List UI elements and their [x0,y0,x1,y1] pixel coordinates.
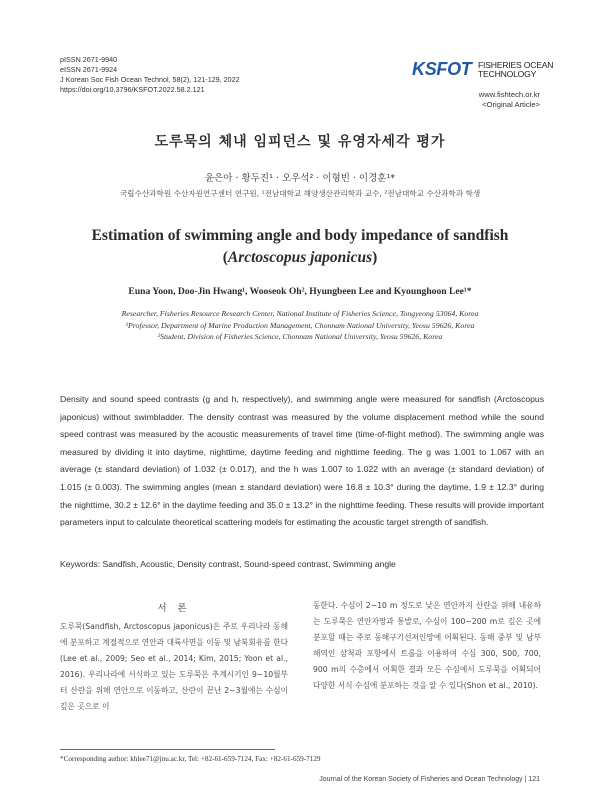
journal-website[interactable]: www.fishtech.or.kr [478,90,540,99]
species-name: Arctoscopus japonicus [227,249,373,266]
citation: J Korean Soc Fish Ocean Technol, 58(2), 121-129, 2022 [60,75,240,84]
page-footer: Journal of the Korean Society of Fisheries and Ocean Technology | 121 [319,776,540,783]
affiliation-3: ²Student, Division of Fisheries Science, Chonnam National University, Yeosu 59626, Korea [157,332,443,341]
intro-left-text: 도루묵(Sandfish, Arctoscopus japonicus)은 주로 우리나라 동해에 분포하고 계절적으로 연안과 대륙사면을 이동 및 남북회유를 한다(Lee et al., 2009; Seo et al., 2014; Kim, 2015; Yoon et al., 2016). 우리나라에 서식하고 있는 도루묵은 추계시기인 9~10월부터 산란을 위해 연안으로 이동하고, 산란이 끝난 2~3월에는 수심이 깊은 곳으로 이 [60,622,288,711]
journal-meta [60,55,320,95]
section-heading: 서 론 [157,603,191,614]
corresponding-author-footnote: *Corresponding author: khlee71@jnu.ac.kr, Tel: +82-61-659-7124, Fax: +82-61-659-7129 [60,755,321,763]
korean-title: 도루묵의 체내 임피던스 및 유영자세각 평가 [154,134,446,150]
intro-left-column [60,601,288,715]
logo-line-2: TECHNOLOGY [478,69,537,79]
logo-tagline [478,61,553,79]
intro-right-text: 동한다. 수심이 2~10 m 정도로 낮은 연안까지 산란을 위해 내유하는 도루묵은 연안자망과 통발로, 수심이 100~200 m로 깊은 곳에 분포할 때는 주로 동해구기선저인망에 어획된다. 동해 중부 및 남부해역인 삼척과 포항에서 트롤을 이용하여 수심 300, 500, 700, 900 m의 수층에서 어획한 결과 모든 수심에서 도루묵을 어획되어 다양한 서식 수심에 분포하는 것을 알 수 있다(Shon et al., 2010). [313,601,541,690]
keywords: Keywords: Sandfish, Acoustic, Density contrast, Sound-speed contrast, Swimming angle [60,559,396,569]
korean-affiliations: 국립수산과학원 수산자원연구센터 연구원, ¹전남대학교 해양생산관리학과 교수, ²전남대학교 수산과학과 학생 [119,189,481,198]
doi-link[interactable]: https://doi.org/10.3796/KSFOT.2022.58.2.121 [60,85,205,94]
eissn: eISSN 2671-9924 [60,65,118,74]
abstract: Density and sound speed contrasts (g and h, respectively), and swimming angle were measured for sandfish (Arctoscopus japonicus) without swimbladder. The density contrast was measured by the volume displacement method while the sound speed contrast was measured by the acoustic measurements of travel time (time-of-flight method). The swimming angle was measured by dividing it into daytime, nighttime, daytime feeding and nighttime feeding. The g was 1.001 to 1.067 with an average (± standard deviation) of 1.032 (± 0.017), and the h was 1.007 to 1.022 with an average (± standard deviation) of 1.015 (± 0.003). The swimming angles (mean ± standard deviation) were 16.8 ± 10.3° during the daytime, 1.9 ± 12.3° during the nighttime, 30.2 ± 12.6° in the daytime feeding and 35.0 ± 13.2° in the nighttime feeding. These results will provide important parameters input to calculate theoretical scattering models for estimating the acoustic target strength of sandfish. [60,394,544,528]
english-affiliations [40,308,560,343]
intro-right-column [313,598,541,694]
article-type: <Original Article> [482,100,540,109]
journal-logo [412,55,562,85]
english-title-main: Estimation of swimming angle and body impedance of sandfish [91,227,509,244]
affiliation-2: ¹Professor, Department of Marine Production Management, Chonnam National University, Yeosu 59626, Korea [125,320,475,330]
korean-authors: 윤은아 · 황두진¹ · 오우석² · 이형빈 · 이경훈¹* [204,173,396,184]
affiliation-1: Researcher, Fisheries Resource Research Center, National Institute of Fisheries Science, Tongyeong 53064, Korea [121,309,479,318]
english-title [60,225,540,269]
pissn: pISSN 2671-9940 [60,55,118,64]
logo-abbrev: KSFOT [412,59,472,79]
footnote-divider [60,749,275,750]
logo-line-1: FISHERIES OCEAN [478,60,554,70]
english-authors: Euna Yoon, Doo-Jin Hwang¹, Wooseok Oh², Hyungbeen Lee and Kyounghoon Lee¹* [128,286,472,297]
english-title-species: (Arctoscopus japonicus) [222,249,378,266]
